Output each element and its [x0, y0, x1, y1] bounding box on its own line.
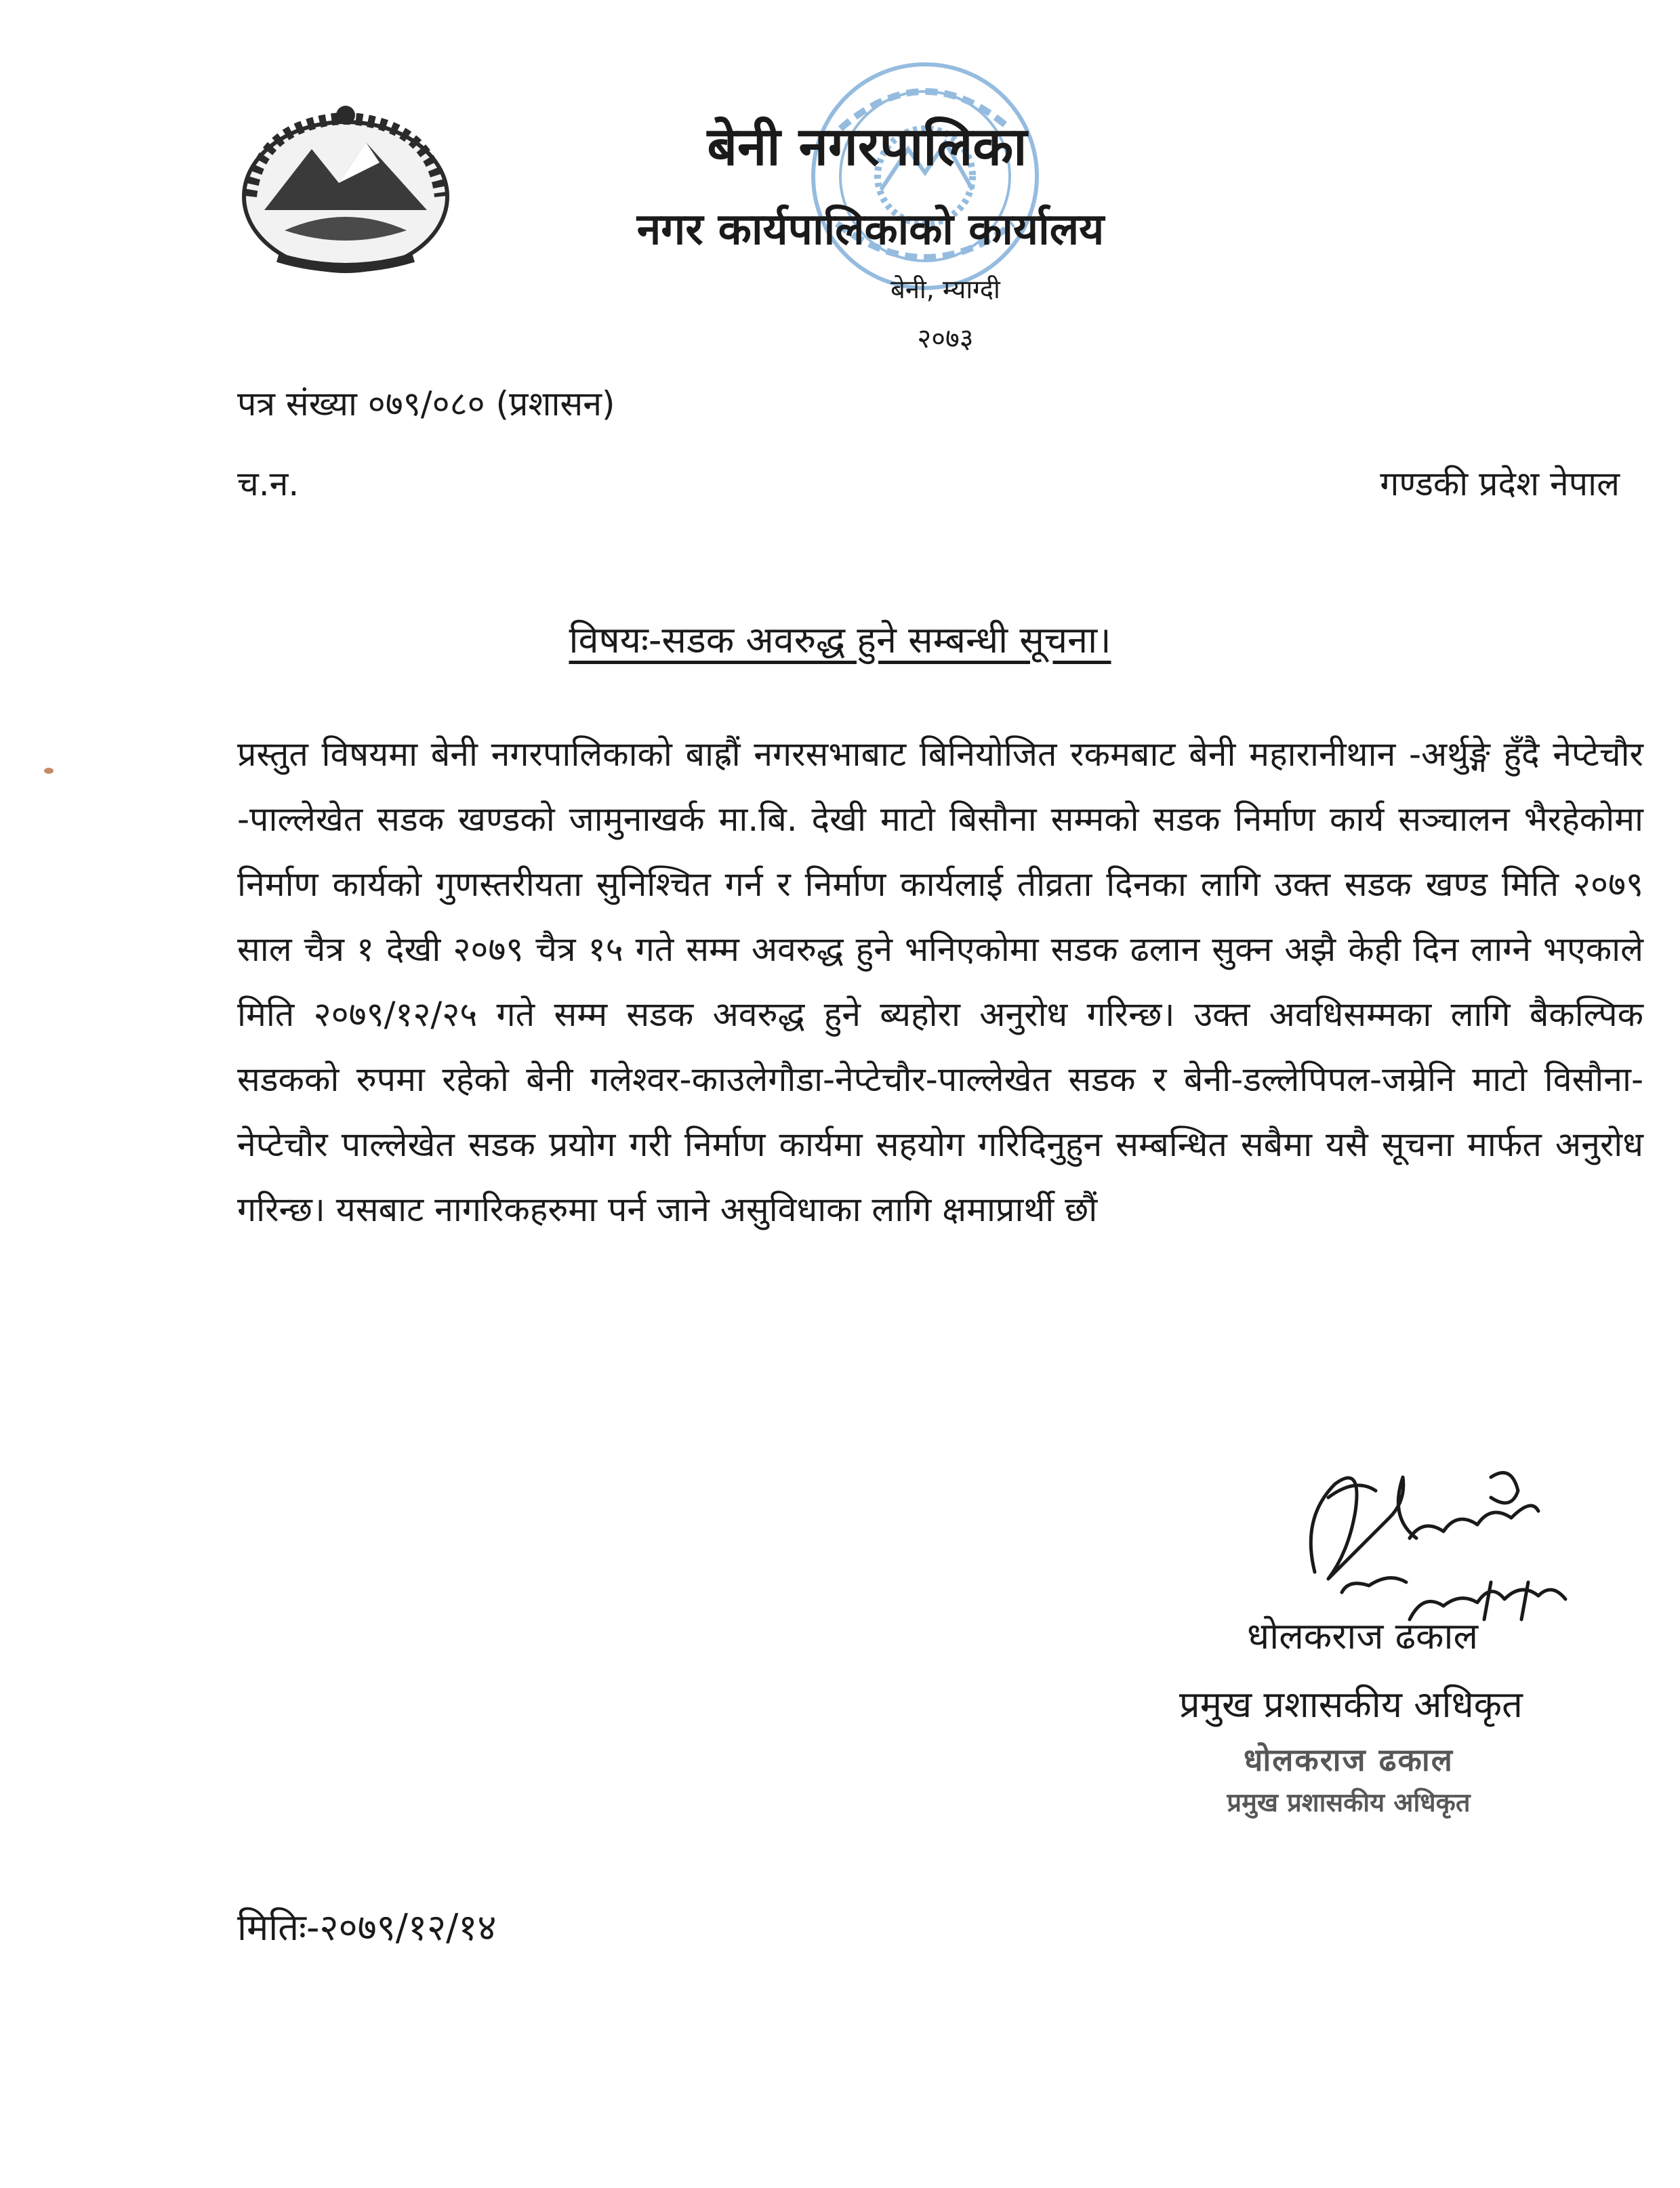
subject-line: विषयः-सडक अवरुद्ध हुने सम्बन्धी सूचना। — [569, 619, 1111, 661]
dispatch-number: च.न. — [237, 464, 300, 503]
office-name: नगर कार्यपालिकाको कार्यालय — [636, 205, 1105, 255]
issue-date: मितिः-२०७९/१२/१४ — [237, 1906, 497, 1949]
municipality-name: बेनी नगरपालिका — [707, 117, 1027, 178]
margin-mark — [44, 768, 54, 774]
reference-number: पत्र संख्या ०७९/०८० (प्रशासन) — [237, 384, 615, 424]
stamp-title: प्रमुख प्रशासकीय अधिकृत — [1227, 1788, 1471, 1817]
signatory-title: प्रमुख प्रशासकीय अधिकृत — [1179, 1683, 1523, 1726]
established-year: २०७३ — [917, 323, 974, 354]
name-stamp — [1213, 1738, 1484, 1819]
province-address: गण्डकी प्रदेश नेपाल — [1380, 464, 1620, 503]
stamp-name: धोलकराज ढकाल — [1244, 1741, 1454, 1778]
office-location: बेनी, म्याग्दी — [890, 274, 1000, 304]
signatory-name: धोलकराज ढकाल — [1247, 1615, 1479, 1657]
handwritten-signature — [1288, 1437, 1572, 1633]
notice-body: प्रस्तुत विषयमा बेनी नगरपालिकाको बाह्रौं नगरसभाबाट बिनियोजित रकमबाट बेनी महारानीथान -अर्थुङ्गे हुँदै नेप्टेचौर -पाल्लेखेत सडक खण्डको जामुनाखर्क मा.बि. देखी माटो बिसौना सम्मको सडक निर्माण कार्य सञ्चालन भैरहेकोमा निर्माण कार्यको गुणस्तरीयता सुनिश्चित गर्न र निर्माण कार्यलाई तीव्रता दिनका लागि उक्त सडक खण्ड मिति २०७९ साल चैत्र १ देखी २०७९ चैत्र १५ गते सम्म अवरुद्ध हुने भनिएकोमा सडक ढलान सुक्न अझै केही दिन लाग्ने भएकाले मिति २०७९/१२/२५ गते सम्म सडक अवरुद्ध हुने ब्यहोरा अनुरोध गरिन्छ। उक्त अवधिसम्मका लागि बैकल्पिक सडकको रुपमा रहेको बेनी गलेश्वर-काउलेगौडा-नेप्टेचौर-पाल्लेखेत सडक र बेनी-डल्लेपिपल-जम्रेनि माटो विसौना-नेप्टेचौर पाल्लेखेत सडक प्रयोग गरी निर्माण कार्यमा सहयोग गरिदिनुहुन सम्बन्धित सबैमा यसै सूचना मार्फत अनुरोध गरिन्छ। यसबाट नागरिकहरुमा पर्न जाने असुविधाका लागि क्षमाप्रार्थी छौं — [237, 735, 1643, 1229]
